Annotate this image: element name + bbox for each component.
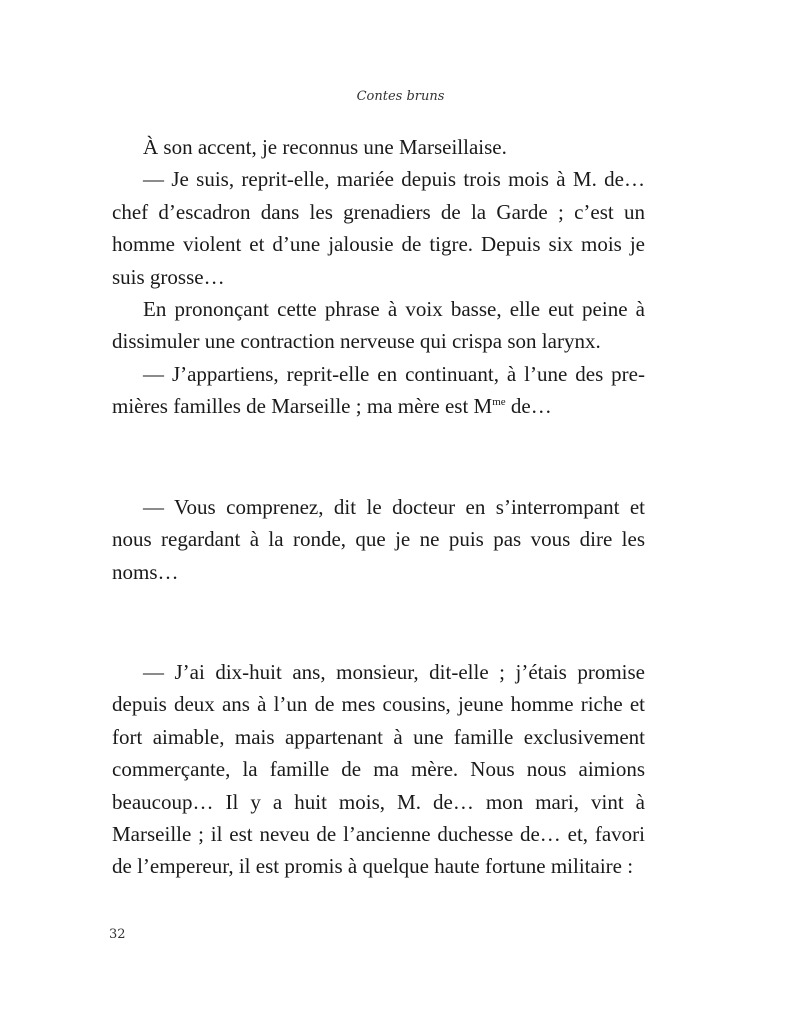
paragraph: — Vous comprenez, dit le docteur en s’interrompant et nous regardant à la ronde, que je ne puis pas vous dire les noms… xyxy=(112,495,645,584)
running-head: Contes bruns xyxy=(356,89,445,104)
paragraph: À son accent, je reconnus une Marseillaise. xyxy=(143,135,507,159)
paragraph xyxy=(112,358,645,423)
paragraph: — J’ai dix-huit ans, monsieur, dit-elle ; j’étais promise depuis deux ans à l’un de mes cousins, jeune homme riche et fort aimable, mais appartenant à une famille exclusivement commerçante, la famille de ma mère. Nous nous aimions beaucoup… Il y a huit mois, M. de… mon mari, vint à Marseille ; il est neveu de l’ancienne duchesse de… et, favori de l’empereur, il est promis à quelque haute fortune militaire : xyxy=(112,660,645,879)
paragraph-text-end: de… xyxy=(505,394,552,419)
text-block-3 xyxy=(112,656,645,883)
paragraph: — Je suis, reprit-elle, mariée depuis trois mois à M. de… chef d’escadron dans les grenadiers de la Garde ; c’est un homme violent et d’une jalousie de tigre. Depuis six mois je suis grosse… xyxy=(112,167,645,289)
paragraph: En prononçant cette phrase à voix basse, elle eut peine à dissimuler une contraction nerveuse qui crispa son larynx. xyxy=(112,297,645,354)
text-block-2 xyxy=(112,491,645,588)
page-number: 32 xyxy=(109,927,126,942)
paragraph-text: — J’appartiens, reprit-elle en continuant, à l’une des pre-mières familles de Marseille ; ma mère est M xyxy=(112,361,645,419)
text-block-1 xyxy=(112,131,645,423)
superscript-abbreviation: me xyxy=(492,396,506,409)
